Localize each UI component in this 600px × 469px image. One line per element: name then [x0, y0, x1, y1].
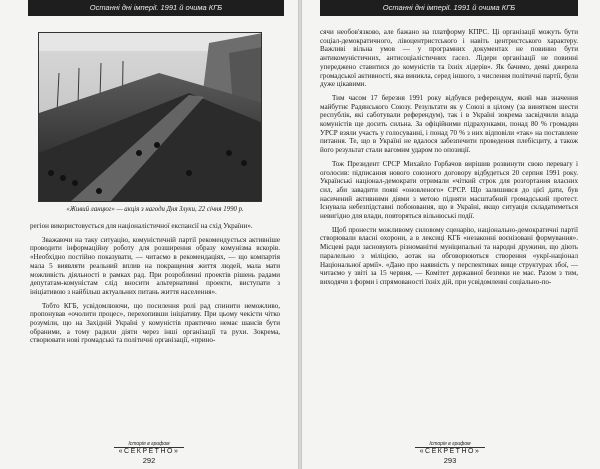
- page-number: 292: [142, 456, 156, 465]
- crowd-photo-illustration: [39, 33, 262, 202]
- right-header-text: Останні дні імперії. 1991 й очима КГБ: [382, 3, 516, 12]
- paragraph: сячи необов'язково, але бажано на платформу КПРС. Ці організації можуть бути соціал-демократичного, лівоцентристського і навіть центристського характеру. Важливі вільна умов — у програмних документах не повинно бути антикомуністичних, антисоціалістичних гасел. Лідери організації не повинні упереджено ставитися до комуністів та їхніх лідерів». Як бачимо, деякі джерела громадської активності, яка виникла, серед іншого, з числення політичні партії, були дуже цікавими.: [320, 28, 578, 89]
- right-page: [302, 0, 600, 469]
- living-chain-photo: [38, 32, 262, 202]
- series-label: Історія в грифом: [128, 441, 170, 447]
- right-running-header: [320, 0, 578, 16]
- paragraph: Зважаючи на таку ситуацію, комуністичній партії рекомендується активніше проводити інформаційну роботу для розширення образу комунізма вскорів. «Необхідно постійно показувати, — читаємо в рекомендаціях, — що компартія мала 5 виявляти реальний вплив на покращення життя людей, мала мати можливість діяльності в рамках рад. При розробленні проектів рішень радами депутатам-комуністам слід вносити альтернативні проекти, виступати з ініціативою з найбільш актуальних питань життя населення».: [30, 235, 280, 296]
- page-number: 293: [443, 456, 457, 465]
- paragraph: Тож Президент СРСР Михайло Горбачов вирішив розвинути свою перевагу і оголосив: підписання нового союзного договору відбудеться 20 серпня 1991 року. Українські націонал-демократи отримали «чіткий строк для розгортання власних сил, аби завадити появі «оновленого» СРСР. Що залишився до цієї дати, був насичений активними діями з метою підняти масштабний громадський протест. Існувала небезпідставні побоювання, що в Україні, якщо ситуація складатиметься невигідно для влади, повторяться вільнюські події.: [320, 159, 578, 221]
- right-footer: [415, 441, 485, 465]
- left-footer: [114, 441, 184, 465]
- series-label: Історія в грифом: [429, 441, 471, 447]
- photo-caption: «Живий ланцюг» — акція з нагоди Дня Злуки, 22 січня 1990 р.: [66, 206, 244, 213]
- series-brand: «СЕКРЕТНО»: [114, 447, 184, 456]
- right-body-text: [320, 28, 578, 287]
- paragraph: регіон використовується для націоналістичної експансії на схід України».: [30, 222, 253, 230]
- left-running-header: [28, 0, 284, 16]
- paragraph: Щоб пронести можливому силовому сценарію, національно-демократичні партії створювали власні охорони, а в лексиці КГБ «незаконні воєнізовані формування». Місцеві ради засновують різноманітні муніципальні та народні дружини, що діють паралельно з міліцією, аотак на обговорюються створення «укрї-націонал Національної армії». «Дано про наявність у перспективах вище структурах збої, — читаємо у звіті за 15 червня, — Комітет державної безпеки не має. Разом з тим, виходячи з форми і спрямованості їхніх дій, при усвідомленні соціально-по-: [320, 225, 578, 286]
- series-brand: «СЕКРЕТНО»: [415, 447, 485, 456]
- paragraph: Тобто КГБ, усвідомлюючи, що посилення ролі рад спинити неможливо, пропонував «очолити процес», перехопивши ініціативу. При цьому чекісти чітко розуміли, що на Західній Україні у комуністів практично немає шансів бути обраними, а тому радили діяти через інші організації та рухи. Зокрема, створювати нові громадські та політичні організації, «прино-: [30, 301, 280, 345]
- left-page: [0, 0, 298, 469]
- paragraph: Тим часом 17 березня 1991 року відбувся референдум, який мав значення майбутнє Радянського Союзу. Результати як у Союзі в цілому (за винятком шести республік, які саботували референдум), так і в Україні зокрема засвідчили влада комуністів ще досить сильна. За офіційними підрахунками, понад 80 % громадян УРСР взяли участь у голосуванні, і понад 70 % з них відповіли «так» на поставлене питання. Те, що в Україні не вдалося забезпечити проведення плебісциту, а також його результат стали вагомим ударом по опозиції.: [320, 93, 578, 155]
- left-header-text: Останні дні імперії. 1991 й очима КГБ: [89, 3, 223, 12]
- left-body-text: [30, 222, 280, 345]
